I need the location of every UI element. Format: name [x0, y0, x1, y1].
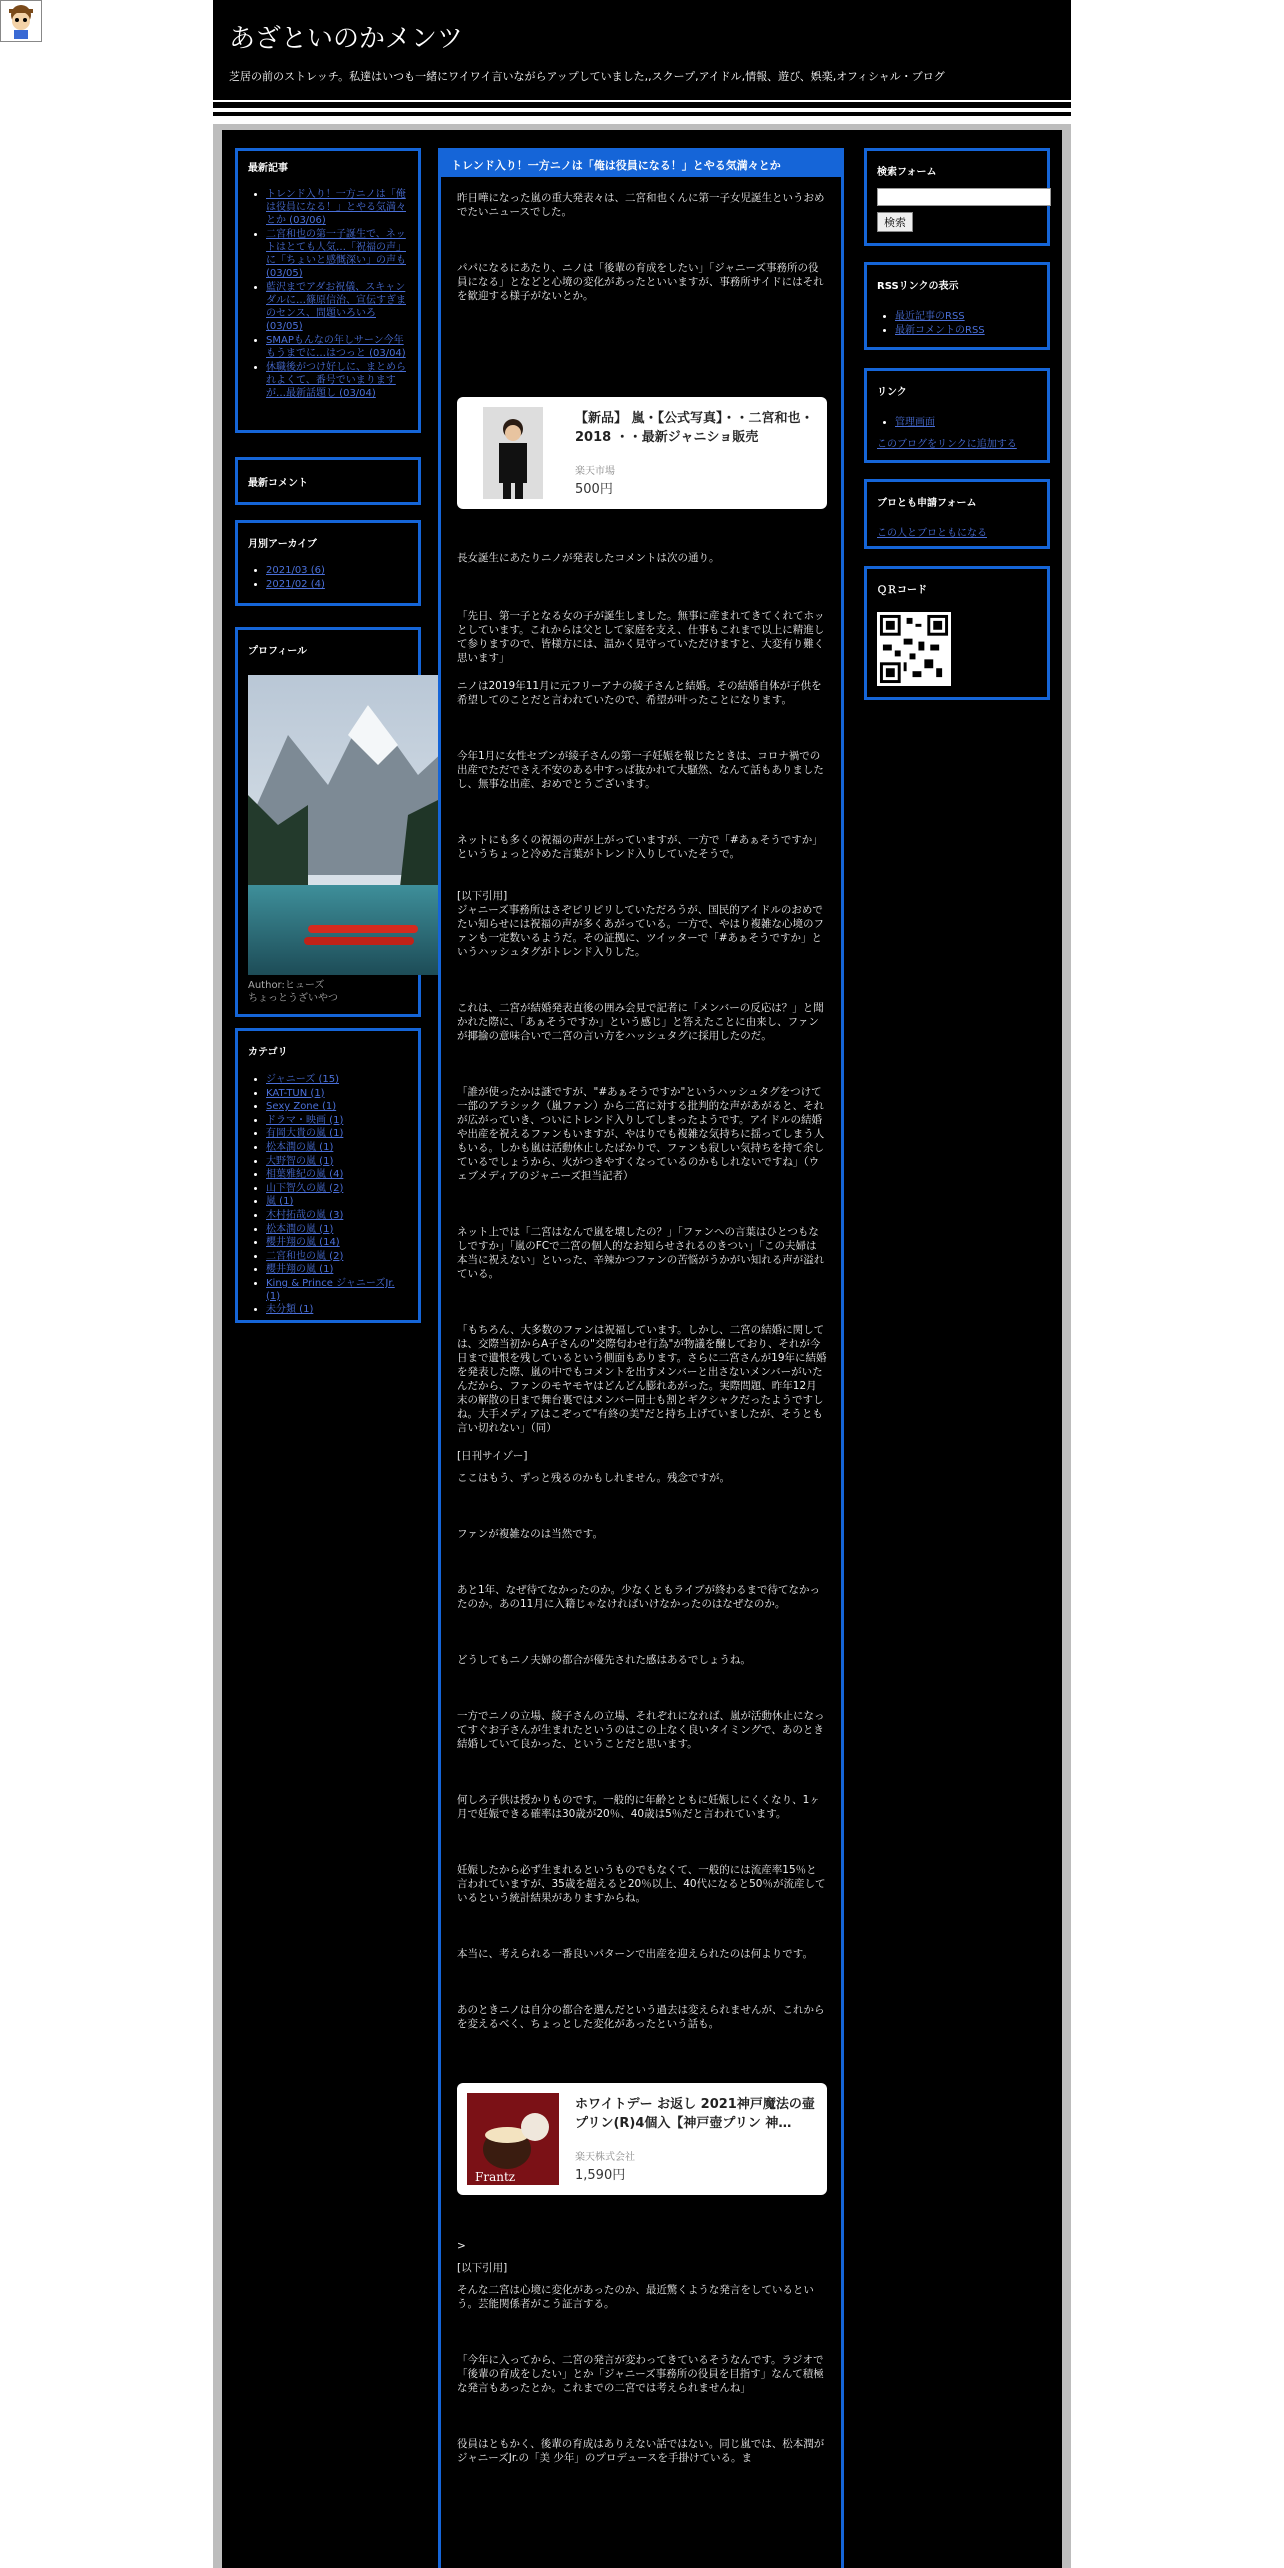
widget-title: 月別アーカイブ: [248, 539, 317, 550]
categories-widget: [235, 1028, 421, 1323]
paragraph: 「先日、第一子となる女の子が誕生しました。無事に産まれてきてくれてホッとしています。これからは父として家庭を支え、仕事もこれまで以上に精進して参りますので、皆様方には、温かく見守っていただけますと、大変有り難く思います」: [457, 610, 825, 664]
category-link[interactable]: 松本潤の嵐 (1): [266, 1223, 334, 1235]
paragraph: 今年1月に女性セブンが綾子さんの第一子妊娠を報じたときは、コロナ禍での出産でただでさえ不安のある中すっぱ抜かれて大騒然、なんて話もありましたし、無事な出産、おめでとうございます。: [457, 750, 824, 790]
paragraph: 「誰が使ったかは謎ですが、"#あぁそうですか"というハッシュタグをつけて一部のアラシック（嵐ファン）から二宮に対する批判的な声があがると、それが広がっていき、ついにトレンド入りしてしまったようです。アイドルの結婚や出産を祝えるファンもいますが、やはりでも複雑な気持ちに揺ってしまう人もいる。しかも嵐は活動休止したばかりで、ファンも寂しい気持ちを持て余しているでしょうから、火がつきやすくなっているのかもしれないですね」（ウェブメディアのジャニーズ担当記者）: [457, 1086, 825, 1182]
widget-title: プロフィール: [248, 646, 307, 657]
search-button[interactable]: 検索: [877, 212, 913, 232]
blog-description: 芝居の前のストレッチ。私達はいつも一緒にワイワイ言いながらアップしていました,,スクープ,アイドル,情報、遊び、娯楽,オフィシャル・ブログ: [229, 70, 945, 83]
widget-title: カテゴリ: [248, 1047, 288, 1058]
paragraph: 一方でニノの立場、綾子さんの立場、それぞれになれば、嵐が活動休止になってすぐお子さんが生まれたというのはこの上なく良いタイミングで、あのとき結婚していて良かった、ということだと思います。: [457, 1710, 825, 1750]
profile-tagline: ちょっとうざいやつ: [248, 993, 338, 1004]
paragraph: 何しろ子供は授かりものです。一般的に年齢とともに妊娠しにくくなり、1ヶ月で妊娠できる確率は30歳が20％、40歳は5％だと言われています。: [457, 1794, 820, 1820]
article-title[interactable]: トレンド入り！一方ニノは「俺は役員になる！」とやる気満々とか: [441, 151, 841, 177]
product-price: 1,590円: [575, 2168, 626, 2183]
friend-request-widget: [864, 479, 1050, 549]
header-divider: [213, 102, 1071, 108]
category-link[interactable]: 嵐 (1): [266, 1196, 294, 1208]
category-link[interactable]: 櫻井翔の嵐 (14): [266, 1237, 340, 1249]
product-card[interactable]: [457, 2083, 827, 2195]
recent-article-link[interactable]: 休職後がつけ好しに、まとめられよくて、番号でいまりますが…最新話題し (03/04): [266, 362, 406, 399]
recent-article-link[interactable]: トレンド入り！一方ニノは「俺は役員になる！」とやる気満々とか (03/06): [266, 189, 406, 226]
qr-widget: [864, 566, 1050, 700]
category-link[interactable]: 山下智久の嵐 (2): [266, 1182, 344, 1194]
widget-title: 検索フォーム: [877, 167, 937, 178]
blog-header: [213, 0, 1071, 100]
paragraph: パパになるにあたり、ニノは「後輩の育成をしたい」「ジャニーズ事務所の役員になる」となどと心境の変化があったといいますが、事務所サイドにはそれを歓迎する様子がないとか。: [457, 262, 824, 302]
quote-label: [日刊サイゾー]: [457, 1450, 528, 1462]
category-link[interactable]: 松本潤の嵐 (1): [266, 1141, 334, 1153]
category-link[interactable]: 櫻井翔の嵐 (1): [266, 1264, 334, 1276]
widget-title: 最新コメント: [248, 478, 308, 489]
paragraph: 本当に、考えられる一番良いパターンで出産を迎えられたのは何よりです。: [457, 1948, 813, 1960]
rss-widget: [864, 262, 1050, 350]
paragraph: あのときニノは自分の都合を選んだという過去は変えられませんが、これからを変えるべく、ちょっとした変化があったという話も。: [457, 2004, 825, 2030]
widget-title: ＱＲコード: [877, 585, 927, 596]
paragraph: ネットにも多くの祝福の声が上がっていますが、一方で「#あぁそうですか」というちょっと冷めた言葉がトレンド入りしていたそうで。: [457, 834, 823, 860]
recent-comments-widget: [235, 457, 421, 505]
profile-widget: [235, 627, 421, 1017]
widget-title: RSSリンクの表示: [877, 281, 959, 292]
category-link[interactable]: 二宮和也の嵐 (2): [266, 1250, 344, 1262]
blog-title[interactable]: あざといのかメンツ: [229, 24, 464, 54]
monthly-archive-widget: [235, 520, 421, 606]
category-link[interactable]: King & Prince ジャニーズJr. (1): [266, 1277, 395, 1302]
widget-title: ブロとも申請フォーム: [877, 498, 977, 509]
product-title[interactable]: ホワイトデー お返し 2021神戸魔法の壷プリン(R)4個入【神戸壺プリン 神…: [575, 2097, 815, 2131]
links-widget: [864, 368, 1050, 463]
product-shop: 楽天株式会社: [575, 2152, 635, 2163]
article: [438, 148, 844, 2568]
category-link[interactable]: ジャニーズ (15): [266, 1074, 340, 1085]
recent-articles-widget: [235, 148, 421, 433]
product-shop: 楽天市場: [575, 466, 615, 477]
category-link[interactable]: 木村拓哉の嵐 (3): [266, 1209, 344, 1221]
paragraph: >: [457, 2240, 466, 2252]
paragraph: 役員はともかく、後輩の育成はありえない話ではない。同じ嵐では、松本潤がジャニーズJr.の「美 少年」のプロデュースを手掛けている。ま: [457, 2438, 825, 2464]
paragraph: ジャニーズ事務所はさぞピリピリしていただろうが、国民的アイドルのおめでたい知らせには祝福の声が多くあがっている。一方で、やはり複雑な心境のファンも一定数いるようだ。その証拠に、ツイッターで「#あぁそうですか」というハッシュタグがトレンド入りした。: [457, 904, 824, 958]
category-link[interactable]: Sexy Zone (1): [266, 1101, 337, 1113]
recent-article-link[interactable]: 藍沢までアダお祝儀、スキャンダルに…篠原信治、宣伝すぎまのセンス、問題いろいろ (03/05): [266, 282, 406, 332]
search-widget: [864, 148, 1050, 246]
recent-article-link[interactable]: 二宮和也の第一子誕生で、ネットはとても人気…「祝福の声」に「ちょいと感慨深い」の声も (03/05): [266, 229, 406, 279]
header-divider-thin: [213, 112, 1071, 116]
paragraph: そんな二宮は心境に変化があったのか、最近驚くような発言をしているという。芸能関係者がこう証言する。: [457, 2284, 814, 2310]
category-link[interactable]: ドラマ・映画 (1): [266, 1114, 344, 1126]
profile-author: Author:ヒューズ: [248, 980, 325, 991]
paragraph: 昨日嘩になった嵐の重大発表々は、二宮和也くんに第一子女児誕生というおめでたいニュースでした。: [457, 192, 825, 218]
friend-request-link[interactable]: この人とブロともになる: [877, 528, 987, 539]
product-title[interactable]: 【新品】 嵐・【公式写真】・・二宮和也・ 2018 ・・最新ジャニショ販売: [575, 411, 814, 445]
add-link-link[interactable]: このブログをリンクに追加する: [877, 439, 1017, 450]
product-brand: Frantz: [475, 2170, 516, 2184]
category-link[interactable]: 大野智の嵐 (1): [266, 1155, 334, 1167]
paragraph: 長女誕生にあたりニノが発表したコメントは次の通り。: [457, 552, 720, 564]
paragraph: ファンが複雑なのは当然です。: [457, 1528, 603, 1540]
paragraph: ニノは2019年11月に元フリーアナの綾子さんと結婚。その結婚自体が子供を希望してのことだと言われていたので、希望が叶ったことになります。: [457, 680, 822, 706]
article-body: [457, 191, 827, 2465]
archive-link[interactable]: 2021/03 (6): [266, 565, 325, 576]
rss-comments-link[interactable]: 最新コメントのRSS: [895, 325, 985, 336]
category-link[interactable]: 相葉雅紀の嵐 (4): [266, 1169, 344, 1181]
product-thumbnail[interactable]: [467, 407, 559, 499]
category-link[interactable]: KAT-TUN (1): [266, 1087, 325, 1099]
category-link[interactable]: 有岡大貴の嵐 (1): [266, 1128, 344, 1140]
paragraph: 「今年に入ってから、二宮の発言が変わってきているそうなんです。ラジオで「後輩の育成をしたい」とか「ジャニーズ事務所の役員を目指す」なんて積極な発言もあったとか。これまでの二宮では考えられませんね」: [457, 2354, 824, 2394]
widget-title: 最新記事: [248, 163, 288, 174]
quote-label: [以下引用]: [457, 2262, 508, 2274]
product-thumbnail[interactable]: [467, 2093, 559, 2185]
paragraph: 妊娠したから必ず生まれるというものでもなくて、一般的には流産率15％と言われていますが、35歳を超えると20％以上、40代になると50％が流産しているという統計結果がありますからね。: [457, 1864, 826, 1904]
paragraph: ネット上では「二宮はなんで嵐を壊したの？」「ファンへの言葉はひとつもなしですか」「嵐のFCで二宮の個人的なお知らせされるのきつい」「この夫婦は本当に祝えない」といった、辛辣かつファンの苦悩がうかがい知れる声が溢れている。: [457, 1226, 825, 1280]
product-card[interactable]: [457, 397, 827, 509]
paragraph: 「もちろん、大多数のファンは祝福しています。しかし、二宮の結婚に関しては、交際当初からA子さんの"交際匂わせ行為"が物議を醸しており、それが今日まで遺恨を残しているという側面もあります。さらに二宮さんが19年に結婚を発表した際、嵐の中でもコメントを出すメンバーと出さないメンバーがいたんだから、ファンのモヤモヤはどんどん膨れあがった。実際問題、昨年12月末の解散の日まで舞台裏ではメンバー同士も割とギクシャクだったようですしね。大手メディアはこぞって"有終の美"だと持ち上げていましたが、そうとも言い切れない」（同）: [457, 1324, 827, 1434]
recent-article-link[interactable]: SMAPもんなの年しサーン今年もうまでに…はつっと (03/04): [266, 335, 406, 359]
archive-link[interactable]: 2021/02 (4): [266, 579, 325, 590]
paragraph: あと1年、なぜ待てなかったのか。少なくともライブが終わるまで待てなかったのか。あの11月に入籍じゃなければいけなかったのはなぜなのか。: [457, 1584, 821, 1610]
search-input[interactable]: [877, 188, 1051, 206]
rss-articles-link[interactable]: 最近記事のRSS: [895, 311, 965, 322]
category-link[interactable]: 未分類 (1): [266, 1304, 314, 1316]
widget-title: リンク: [877, 387, 907, 398]
product-price: 500円: [575, 482, 613, 497]
mascot-icon: [0, 0, 42, 42]
quote-label: [以下引用]: [457, 890, 508, 902]
qr-code-image: [877, 612, 951, 686]
admin-link[interactable]: 管理画面: [895, 417, 935, 428]
paragraph: ここはもう、ずっと残るのかもしれません。残念ですが。: [457, 1472, 730, 1484]
paragraph: どうしてもニノ夫婦の都合が優先された感はあるでしょうね。: [457, 1654, 751, 1666]
paragraph: これは、二宮が結婚発表直後の囲み会見で記者に「メンバーの反応は？」と聞かれた際に、「あぁそうですか」という感じ」と答えたことに由来し、ファンが揶揄の意味合いで二宮の言い方をハッシュタグに採用したのだ。: [457, 1002, 824, 1042]
